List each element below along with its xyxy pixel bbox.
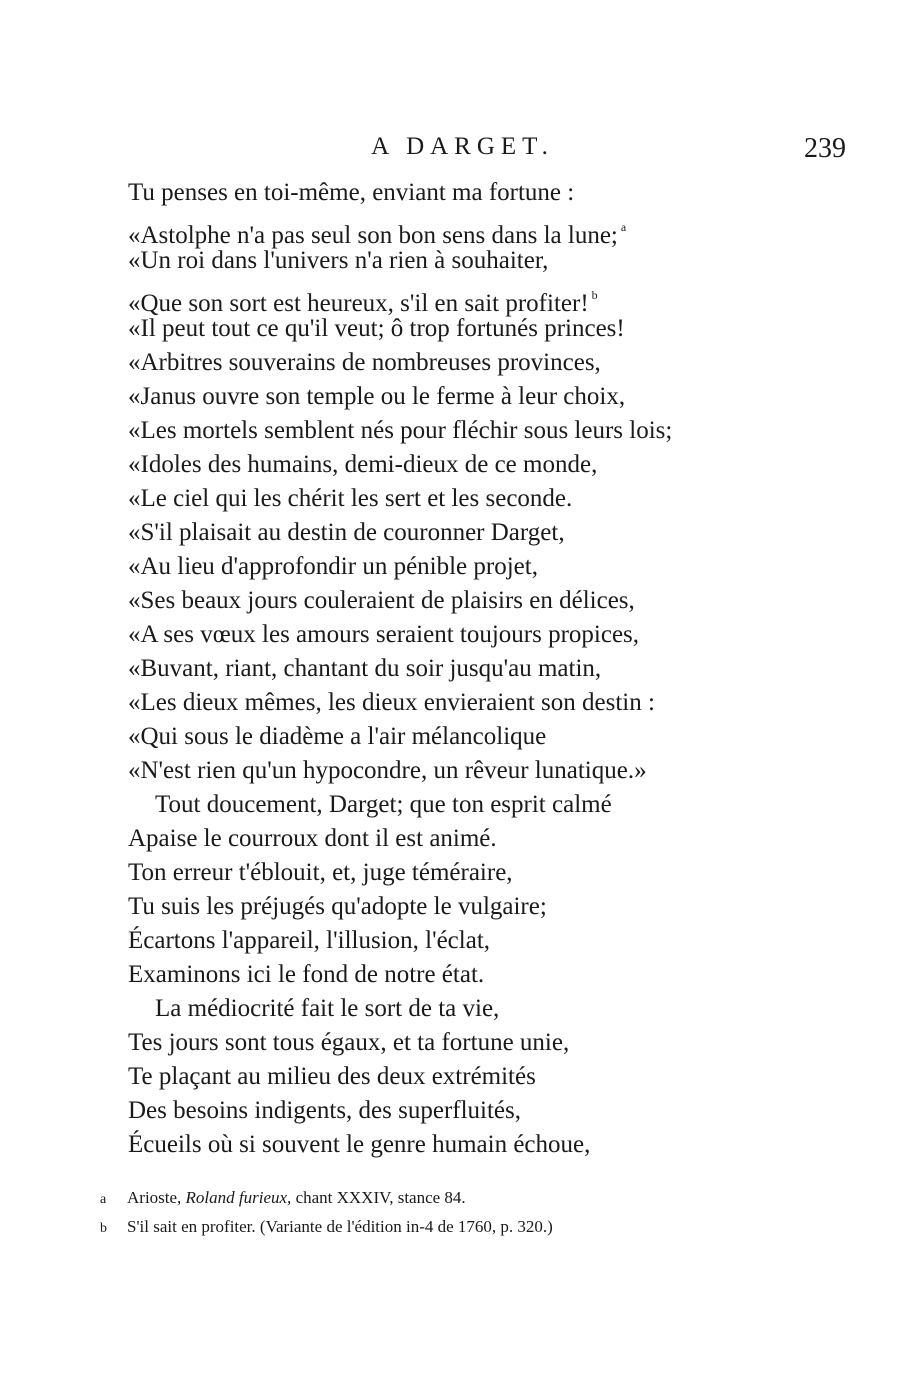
verse-text: Apaise le courroux dont il est animé. xyxy=(128,825,497,852)
footnote-text: Arioste, xyxy=(127,1188,186,1207)
verse-text: Tu penses en toi-même, enviant ma fortune : xyxy=(128,179,575,206)
verse-line xyxy=(128,1094,828,1128)
verse-text: Ton erreur t'éblouit, et, juge téméraire, xyxy=(128,859,513,886)
verse-line xyxy=(128,822,828,856)
verse-text: Tout doucement, Darget; que ton esprit calmé xyxy=(155,791,612,818)
verse-text: Tu suis les préjugés qu'adopte le vulgaire; xyxy=(128,893,547,920)
verse-text: «Le ciel qui les chérit les sert et les seconde. xyxy=(128,485,573,512)
footnote-marker: b xyxy=(100,1221,107,1236)
footnote xyxy=(100,1213,820,1242)
verse-line xyxy=(128,618,828,652)
verse-text: Te plaçant au milieu des deux extrémités xyxy=(128,1063,536,1090)
verse-text: «Ses beaux jours couleraient de plaisirs en délices, xyxy=(128,587,635,614)
verse-line xyxy=(128,856,828,890)
verse-line xyxy=(128,414,828,448)
verse-text: «Les dieux mêmes, les dieux envieraient son destin : xyxy=(128,689,655,716)
verse-line xyxy=(128,890,828,924)
footnote-marker: a xyxy=(100,1192,107,1207)
verse-line xyxy=(128,686,828,720)
footnote-reference[interactable]: b xyxy=(591,288,598,302)
running-head-title: A DARGET. xyxy=(371,133,554,160)
verse-line xyxy=(128,1026,828,1060)
footnote-reference[interactable]: a xyxy=(620,220,627,234)
verse-line xyxy=(128,210,828,249)
verse-line xyxy=(128,448,828,482)
footnote-text-continued: chant XXXIV, stance 84. xyxy=(291,1188,466,1207)
verse-line xyxy=(128,482,828,516)
verse-line xyxy=(128,958,828,992)
verse-line xyxy=(128,380,828,414)
verse-text: «Arbitres souverains de nombreuses provinces, xyxy=(128,349,601,376)
verse-line xyxy=(128,720,828,754)
verse-line xyxy=(128,346,828,380)
footnote xyxy=(100,1184,820,1213)
verse-text: «Un roi dans l'univers n'a rien à souhaiter, xyxy=(128,247,549,274)
verse-line xyxy=(128,788,828,822)
footnote-work-title: Roland furieux, xyxy=(185,1188,292,1207)
verse-line xyxy=(128,312,828,346)
verse-line xyxy=(128,584,828,618)
verse-line xyxy=(128,1060,828,1094)
verse-text: «S'il plaisait au destin de couronner Darget, xyxy=(128,519,565,546)
verse-line xyxy=(128,244,828,278)
page-number: 239 xyxy=(804,133,846,164)
verse-line xyxy=(128,176,828,210)
footnotes-section xyxy=(100,1184,820,1242)
verse-line xyxy=(128,992,828,1026)
verse-line xyxy=(128,924,828,958)
verse-line xyxy=(128,278,828,317)
verse-text: «Les mortels semblent nés pour fléchir sous leurs lois; xyxy=(128,417,673,444)
verse-text: Tes jours sont tous égaux, et ta fortune unie, xyxy=(128,1029,570,1056)
verse-text: «Que son sort est heureux, s'il en sait profiter! xyxy=(128,290,589,317)
verse-text: La médiocrité fait le sort de ta vie, xyxy=(155,995,500,1022)
verse-text: Examinons ici le fond de notre état. xyxy=(128,961,485,988)
verse-text: «Il peut tout ce qu'il veut; ô trop fortunés princes! xyxy=(128,315,625,342)
verse-text: «Janus ouvre son temple ou le ferme à leur choix, xyxy=(128,383,626,410)
verse-text: «A ses vœux les amours seraient toujours propices, xyxy=(128,621,640,648)
verse-text: «Buvant, riant, chantant du soir jusqu'au matin, xyxy=(128,655,602,682)
verse-line xyxy=(128,550,828,584)
verse-text: «Qui sous le diadème a l'air mélancolique xyxy=(128,723,547,750)
verse-line xyxy=(128,754,828,788)
verse-text: «Au lieu d'approfondir un pénible projet, xyxy=(128,553,538,580)
verse-line xyxy=(128,1128,828,1162)
verse-text: «N'est rien qu'un hypocondre, un rêveur lunatique.» xyxy=(128,757,647,784)
verse-line xyxy=(128,652,828,686)
verse-text: Écartons l'appareil, l'illusion, l'éclat, xyxy=(128,927,491,954)
footnote-text: S'il sait en profiter. (Variante de l'édition in-4 de 1760, p. 320.) xyxy=(127,1217,553,1236)
verse-text: Des besoins indigents, des superfluités, xyxy=(128,1097,522,1124)
verse-text: «Idoles des humains, demi-dieux de ce monde, xyxy=(128,451,598,478)
verse-line xyxy=(128,516,828,550)
verse-text: «Astolphe n'a pas seul son bon sens dans la lune; xyxy=(128,222,618,249)
verse-text: Écueils où si souvent le genre humain échoue, xyxy=(128,1131,591,1158)
poem-body xyxy=(128,176,828,1162)
